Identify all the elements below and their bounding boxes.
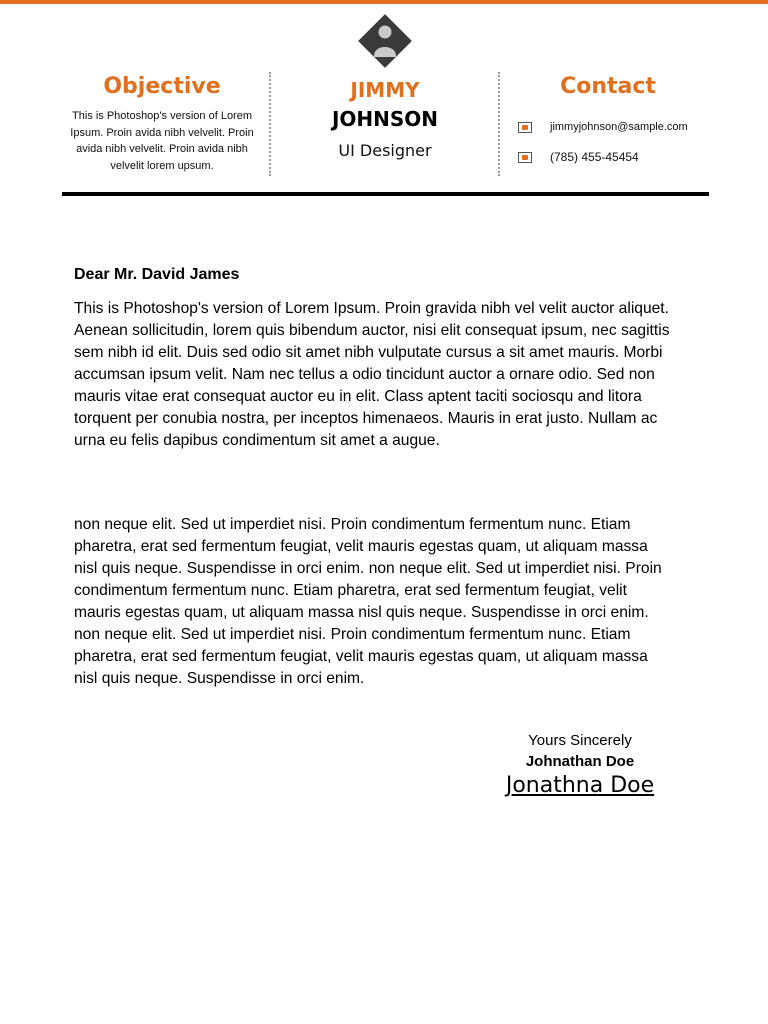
contact-phone[interactable]: (785) 455-45454 [550,150,639,164]
letter-paragraph: non neque elit. Sed ut imperdiet nisi. Proin condimentum fermentum nunc. Etiam pharetra, erat sed fermentum feugiat, velit mauris egestas quam, ut aliquam massa nisl quis neque. Suspendisse in orci enim. non neque elit. Sed ut imperdiet nisi. Proin condimentum fermentum nunc. Etiam pharetra, erat sed fermentum feugiat, velit mauris egestas quam, ut aliquam massa nisl quis neque. Suspendisse in orci enim. non neque elit. Sed ut imperdiet nisi. Proin condimentum fermentum nunc. Etiam pharetra, erat sed fermentum feugiat, velit mauris egestas quam, ut aliquam massa nisl quis neque. Suspendisse in orci enim. [74,516,662,687]
header-divider [62,192,709,196]
last-name: JOHNSON [331,107,439,131]
signature-text: Jonathna Doe [505,773,655,798]
dotted-divider-left [269,72,271,176]
contact-email-row [518,121,688,133]
job-title: UI Designer [338,141,432,160]
user-silhouette-icon [372,16,398,68]
name-section [285,76,485,166]
contact-heading: Contact [560,74,656,99]
contact-email[interactable]: jimmyjohnson@sample.com [550,121,688,133]
phone-icon [518,152,532,163]
dotted-divider-right [498,72,500,176]
letter-closing: Yours Sincerely [528,732,632,749]
letter-salutation: Dear Mr. David James [74,266,240,283]
contact-phone-row [518,150,639,164]
first-name: JIMMY [350,78,420,102]
letter-paragraph: This is Photoshop's version of Lorem Ipsum. Proin gravida nibh vel velit auctor aliquet. Aenean sollicitudin, lorem quis bibendum auctor, nisi elit consequat ipsum, nec sagittis sem nibh id elit. Duis sed odio sit amet nibh vulputate cursus a sit amet mauris. Morbi accumsan ipsum velit. Nam nec tellus a odio tincidunt auctor a ornare odio. Sed non mauris vitae erat consequat auctor eu in elit. Class aptent taciti sociosqu and litora torquent per conubia nostra, per inceptos himenaeos. Mauris in erat justo. Nullam ac urna eu felis dapibus condimentum sit amet a augue. [74,300,670,449]
contact-section [510,72,706,102]
accent-top-bar [0,0,768,4]
signature [500,772,660,820]
objective-heading: Objective [103,74,221,99]
signer-name: Johnathan Doe [525,753,635,770]
objective-text: This is Photoshop's version of Lorem Ipsum. Proin avida nibh velvelit. Proin avida nibh velvelit. Proin avida nibh velvelit lorem upsum. [70,110,254,172]
email-icon [518,122,532,133]
objective-section [62,72,262,174]
